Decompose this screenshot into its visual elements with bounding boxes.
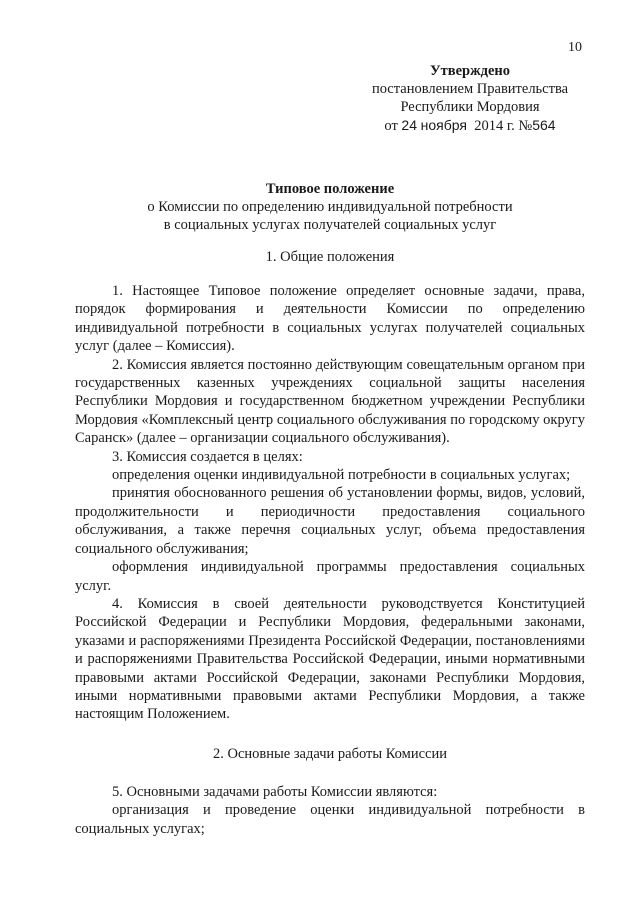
approval-block	[340, 62, 600, 135]
paragraph-5-task-1: организация и проведение оценки индивидуальной потребности в социальных услугах;	[75, 802, 585, 837]
number-prefix: №	[518, 118, 533, 134]
approval-title: Утверждено	[430, 63, 510, 79]
date-prefix: от	[384, 118, 398, 134]
resolution-number: 564	[532, 117, 556, 133]
paragraph-2: 2. Комиссия является постоянно действующим совещательным органом при государственных казенных учреждениях социальной защиты населения Республики Мордовия и государственном бюджетном учреждении Республики Мордовия «Комплексный центр социального обслуживания по городскому округу Саранск» (далее – организации социального обслуживания).	[75, 356, 585, 447]
date-year: 2014 г.	[474, 118, 515, 134]
document-title-block	[90, 180, 570, 234]
document-subtitle-line-2: в социальных услугах получателей социальных услуг	[163, 217, 497, 233]
paragraph-3: 3. Комиссия создается в целях:	[112, 448, 303, 465]
section-2-body	[75, 783, 585, 838]
page-number: 10	[568, 40, 582, 55]
paragraph-4: 4. Комиссия в своей деятельности руководствуется Конституцией Российской Федерации и Республики Мордовия, федеральными законами, указами и распоряжениями Президента Российской Федерации, постановлениями и распоряжениями Правительства Российской Федерации, иными нормативными правовыми актами Российской Федерации, законами Республики Мордовия, иными нормативными правовыми актами Республики Мордовия, а также настоящим Положением.	[75, 595, 585, 723]
paragraph-3-goal-2: принятия обоснованного решения об установлении формы, видов, условий, продолжительности и периодичности предоставления социального обслуживания, а также перечня социальных услуг, объема предоставления социального обслуживания;	[75, 485, 585, 557]
approval-line-1: постановлением Правительства	[371, 81, 569, 97]
approval-date-line	[340, 116, 600, 135]
paragraph-3-goal-1: определения оценки индивидуальной потребности в социальных услугах;	[112, 467, 571, 484]
document-title: Типовое положение	[265, 181, 395, 197]
approval-line-2: Республики Мордовия	[400, 99, 540, 115]
section-heading-2: 2. Основные задачи работы Комиссии	[213, 746, 447, 762]
paragraph-5: 5. Основными задачами работы Комиссии являются:	[112, 784, 438, 800]
document-subtitle-line-1: о Комиссии по определению индивидуальной потребности	[147, 199, 513, 215]
paragraph-1: 1. Настоящее Типовое положение определяет основные задачи, права, порядок формирования и деятельности Комиссии по определению индивидуальной потребности в социальных услугах получателей социальных услуг (далее – Комиссия).	[75, 283, 585, 355]
section-heading-1: 1. Общие положения	[265, 249, 395, 265]
paragraph-3-goal-3: оформления индивидуальной программы предоставления социальных услуг.	[75, 559, 585, 594]
date-day: 24	[401, 117, 417, 133]
section-1-body	[75, 282, 585, 724]
date-month: ноября	[420, 117, 467, 133]
